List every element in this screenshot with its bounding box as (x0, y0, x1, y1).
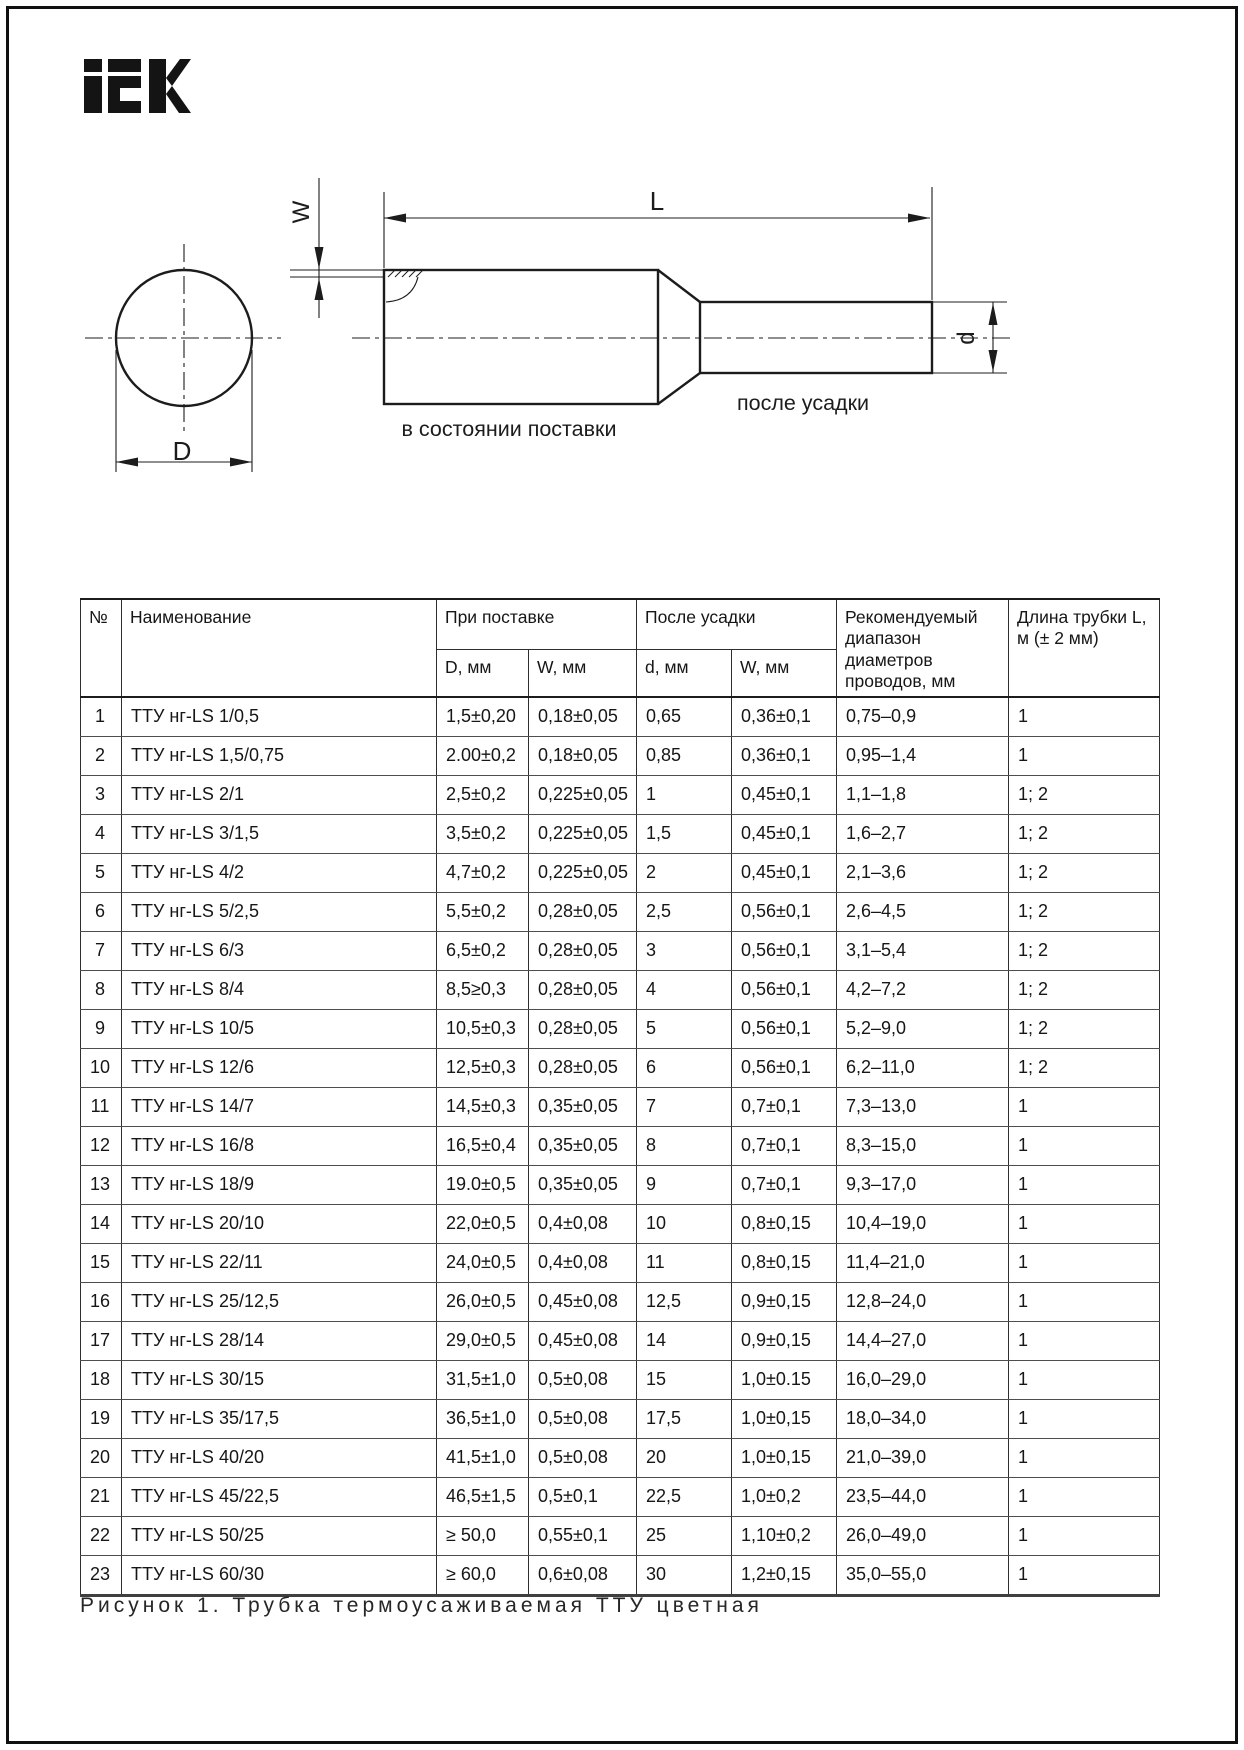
table-cell: 0,5±0,08 (529, 1439, 637, 1478)
table-cell: 1 (637, 776, 732, 815)
table-cell: 0,9±0,15 (732, 1283, 837, 1322)
table-cell: 2,6–4,5 (837, 893, 1009, 932)
table-cell: 0,5±0,08 (529, 1400, 637, 1439)
spec-table-body (81, 697, 1160, 1596)
table-cell: 0,7±0,1 (732, 1127, 837, 1166)
table-cell: ≥ 60,0 (437, 1556, 529, 1596)
label-D: D (172, 436, 192, 466)
w-arrow-up (315, 278, 324, 300)
table-cell: ТТУ нг-LS 8/4 (122, 971, 437, 1010)
table-cell: ТТУ нг-LS 60/30 (122, 1556, 437, 1596)
table-cell: 1,0±0,2 (732, 1478, 837, 1517)
table-cell: 0,28±0,05 (529, 1049, 637, 1088)
table-cell: 1; 2 (1009, 971, 1160, 1010)
table-cell: 1 (1009, 1166, 1160, 1205)
table-cell: 0,5±0,08 (529, 1361, 637, 1400)
table-cell: ТТУ нг-LS 20/10 (122, 1205, 437, 1244)
table-cell: 20 (637, 1439, 732, 1478)
table-cell: 0,225±0,05 (529, 815, 637, 854)
table-row (81, 1205, 1160, 1244)
table-cell: 22,5 (637, 1478, 732, 1517)
table-cell: 1,0±0.15 (732, 1361, 837, 1400)
table-cell: ≥ 50,0 (437, 1517, 529, 1556)
label-L: L (649, 186, 665, 216)
table-cell: 7 (637, 1088, 732, 1127)
table-cell: 3,1–5,4 (837, 932, 1009, 971)
table-cell: 2,5±0,2 (437, 776, 529, 815)
table-cell: ТТУ нг-LS 2/1 (122, 776, 437, 815)
table-cell: 9 (637, 1166, 732, 1205)
table-cell: 3,5±0,2 (437, 815, 529, 854)
table-cell: 22 (81, 1517, 122, 1556)
table-cell: 5,5±0,2 (437, 893, 529, 932)
table-cell: 12 (81, 1127, 122, 1166)
table-cell: 6,5±0,2 (437, 932, 529, 971)
table-cell: 20 (81, 1439, 122, 1478)
table-cell: 1 (1009, 1088, 1160, 1127)
table-row (81, 971, 1160, 1010)
table-cell: 9,3–17,0 (837, 1166, 1009, 1205)
table-cell: 0,4±0,08 (529, 1244, 637, 1283)
table-cell: 1; 2 (1009, 854, 1160, 893)
table-cell: 15 (637, 1361, 732, 1400)
table-cell: 1 (1009, 1478, 1160, 1517)
table-cell: ТТУ нг-LS 16/8 (122, 1127, 437, 1166)
table-cell: 3 (637, 932, 732, 971)
table-cell: 1,2±0,15 (732, 1556, 837, 1596)
table-cell: 0,225±0,05 (529, 776, 637, 815)
table-row (81, 1166, 1160, 1205)
l-arrow-left (384, 214, 406, 223)
table-cell: 1 (1009, 1556, 1160, 1596)
table-cell: 10 (81, 1049, 122, 1088)
label-after-shrink: после усадки (736, 391, 870, 415)
table-cell: 1 (1009, 1127, 1160, 1166)
table-cell: 1; 2 (1009, 815, 1160, 854)
tube-supplied-body (384, 270, 658, 404)
table-cell: 35,0–55,0 (837, 1556, 1009, 1596)
table-cell: 0,75–0,9 (837, 697, 1009, 737)
table-cell: 2,1–3,6 (837, 854, 1009, 893)
table-cell: 1; 2 (1009, 1049, 1160, 1088)
table-cell: 18,0–34,0 (837, 1400, 1009, 1439)
table-cell: 0,4±0,08 (529, 1205, 637, 1244)
d-arrow-left (116, 458, 138, 467)
table-cell: 1,5 (637, 815, 732, 854)
table-row (81, 1049, 1160, 1088)
table-cell: 23 (81, 1556, 122, 1596)
tube-taper-bottom (658, 373, 700, 404)
table-cell: 6,2–11,0 (837, 1049, 1009, 1088)
table-cell: 0,28±0,05 (529, 971, 637, 1010)
table-cell: 1 (1009, 1205, 1160, 1244)
table-cell: 19 (81, 1400, 122, 1439)
table-cell: ТТУ нг-LS 6/3 (122, 932, 437, 971)
table-cell: 4,2–7,2 (837, 971, 1009, 1010)
table-cell: 12,8–24,0 (837, 1283, 1009, 1322)
table-cell: 1; 2 (1009, 776, 1160, 815)
table-cell: 1,5±0,20 (437, 697, 529, 737)
table-cell: 0,56±0,1 (732, 971, 837, 1010)
table-cell: 0,36±0,1 (732, 737, 837, 776)
table-cell: 6 (637, 1049, 732, 1088)
table-row (81, 1010, 1160, 1049)
heat-shrink-tube-drawing (0, 0, 1244, 500)
header-d-mm: d, мм (637, 650, 732, 698)
table-row (81, 815, 1160, 854)
spec-table-container (80, 598, 1159, 1597)
wall-transition-curve (386, 277, 418, 302)
table-cell: ТТУ нг-LS 14/7 (122, 1088, 437, 1127)
table-cell: 1 (1009, 1400, 1160, 1439)
table-row (81, 1244, 1160, 1283)
header-wire-range: Рекомендуемый диапазон диаметров проводов, мм (837, 599, 1009, 697)
table-row (81, 1322, 1160, 1361)
small-d-arrow-bottom (989, 350, 998, 372)
table-cell: 19.0±0,5 (437, 1166, 529, 1205)
table-cell: 6 (81, 893, 122, 932)
table-cell: 1 (1009, 1517, 1160, 1556)
table-cell: 9 (81, 1010, 122, 1049)
table-cell: 0,35±0,05 (529, 1088, 637, 1127)
table-cell: 0,56±0,1 (732, 1010, 837, 1049)
table-row (81, 1283, 1160, 1322)
table-cell: 1; 2 (1009, 893, 1160, 932)
table-cell: 1,6–2,7 (837, 815, 1009, 854)
table-cell: 0,35±0,05 (529, 1166, 637, 1205)
table-cell: ТТУ нг-LS 18/9 (122, 1166, 437, 1205)
table-cell: 3 (81, 776, 122, 815)
table-cell: 1,1–1,8 (837, 776, 1009, 815)
table-cell: 0,8±0,15 (732, 1244, 837, 1283)
table-cell: 0,225±0,05 (529, 854, 637, 893)
table-row (81, 737, 1160, 776)
table-cell: 2 (81, 737, 122, 776)
header-after-shrink: После усадки (637, 599, 837, 650)
table-cell: 14,4–27,0 (837, 1322, 1009, 1361)
table-cell: 2,5 (637, 893, 732, 932)
table-row (81, 1556, 1160, 1596)
table-cell: 0,35±0,05 (529, 1127, 637, 1166)
table-cell: 0,56±0,1 (732, 932, 837, 971)
table-cell: 0,8±0,15 (732, 1205, 837, 1244)
table-cell: 26,0–49,0 (837, 1517, 1009, 1556)
table-cell: 0,45±0,08 (529, 1283, 637, 1322)
table-cell: 41,5±1,0 (437, 1439, 529, 1478)
table-cell: 1 (1009, 1244, 1160, 1283)
table-cell: 0,28±0,05 (529, 932, 637, 971)
table-cell: 17,5 (637, 1400, 732, 1439)
table-row (81, 932, 1160, 971)
table-cell: 0,65 (637, 697, 732, 737)
table-cell: 0,5±0,1 (529, 1478, 637, 1517)
table-row (81, 776, 1160, 815)
header-num: № (81, 599, 122, 697)
table-cell: 4,7±0,2 (437, 854, 529, 893)
figure-caption: Рисунок 1. Трубка термоусаживаемая ТТУ цветная (80, 1594, 763, 1617)
table-cell: 10,5±0,3 (437, 1010, 529, 1049)
table-cell: 2.00±0,2 (437, 737, 529, 776)
label-W: W (288, 200, 315, 224)
table-row (81, 854, 1160, 893)
table-cell: 18 (81, 1361, 122, 1400)
table-cell: 16,0–29,0 (837, 1361, 1009, 1400)
table-cell: 1,0±0,15 (732, 1439, 837, 1478)
l-arrow-right (908, 214, 930, 223)
table-row (81, 1439, 1160, 1478)
table-cell: ТТУ нг-LS 50/25 (122, 1517, 437, 1556)
table-row (81, 1400, 1160, 1439)
table-cell: ТТУ нг-LS 22/11 (122, 1244, 437, 1283)
table-cell: 15 (81, 1244, 122, 1283)
table-cell: 0,45±0,1 (732, 776, 837, 815)
table-cell: ТТУ нг-LS 12/6 (122, 1049, 437, 1088)
table-cell: 0,9±0,15 (732, 1322, 837, 1361)
table-cell: 1 (1009, 697, 1160, 737)
table-cell: ТТУ нг-LS 1,5/0,75 (122, 737, 437, 776)
table-cell: 0,28±0,05 (529, 893, 637, 932)
table-cell: 4 (81, 815, 122, 854)
table-cell: 1,10±0,2 (732, 1517, 837, 1556)
w-arrow-down (315, 247, 324, 269)
table-cell: 14 (637, 1322, 732, 1361)
table-cell: ТТУ нг-LS 5/2,5 (122, 893, 437, 932)
table-cell: ТТУ нг-LS 35/17,5 (122, 1400, 437, 1439)
table-cell: 5 (81, 854, 122, 893)
table-cell: 1 (1009, 1322, 1160, 1361)
spec-table-head (81, 599, 1160, 697)
table-row (81, 1361, 1160, 1400)
header-at-supply: При поставке (437, 599, 637, 650)
table-cell: 8 (81, 971, 122, 1010)
table-cell: 0,85 (637, 737, 732, 776)
table-row (81, 893, 1160, 932)
table-cell: 1 (1009, 1361, 1160, 1400)
table-cell: 29,0±0,5 (437, 1322, 529, 1361)
table-cell: 16,5±0,4 (437, 1127, 529, 1166)
header-D-mm: D, мм (437, 650, 529, 698)
table-cell: 0,56±0,1 (732, 893, 837, 932)
table-cell: 1 (1009, 737, 1160, 776)
table-cell: 1; 2 (1009, 1010, 1160, 1049)
table-cell: 31,5±1,0 (437, 1361, 529, 1400)
table-row (81, 1478, 1160, 1517)
table-cell: 8,5≥0,3 (437, 971, 529, 1010)
table-cell: ТТУ нг-LS 10/5 (122, 1010, 437, 1049)
table-cell: 2 (637, 854, 732, 893)
table-cell: ТТУ нг-LS 45/22,5 (122, 1478, 437, 1517)
table-row (81, 697, 1160, 737)
header-tube-length: Длина трубки L, м (± 2 мм) (1009, 599, 1160, 697)
table-cell: 0,55±0,1 (529, 1517, 637, 1556)
table-cell: ТТУ нг-LS 25/12,5 (122, 1283, 437, 1322)
table-cell: ТТУ нг-LS 30/15 (122, 1361, 437, 1400)
header-W-mm-supply: W, мм (529, 650, 637, 698)
d-arrow-right (230, 458, 252, 467)
table-cell: 8,3–15,0 (837, 1127, 1009, 1166)
table-cell: 14 (81, 1205, 122, 1244)
tube-taper-top (658, 270, 700, 302)
label-d: d (953, 331, 980, 345)
table-row (81, 1088, 1160, 1127)
table-cell: 0,28±0,05 (529, 1010, 637, 1049)
table-cell: 0,95–1,4 (837, 737, 1009, 776)
spec-table (80, 598, 1160, 1597)
table-cell: 12,5 (637, 1283, 732, 1322)
table-cell: 21,0–39,0 (837, 1439, 1009, 1478)
table-cell: 36,5±1,0 (437, 1400, 529, 1439)
table-cell: 13 (81, 1166, 122, 1205)
table-cell: 25 (637, 1517, 732, 1556)
table-cell: 0,36±0,1 (732, 697, 837, 737)
table-cell: 11 (81, 1088, 122, 1127)
table-cell: 0,56±0,1 (732, 1049, 837, 1088)
table-cell: 22,0±0,5 (437, 1205, 529, 1244)
header-name: Наименование (122, 599, 437, 697)
table-cell: 0,18±0,05 (529, 737, 637, 776)
table-cell: 16 (81, 1283, 122, 1322)
table-cell: 23,5–44,0 (837, 1478, 1009, 1517)
table-cell: 1,0±0,15 (732, 1400, 837, 1439)
table-cell: 46,5±1,5 (437, 1478, 529, 1517)
table-cell: 14,5±0,3 (437, 1088, 529, 1127)
table-cell: 0,45±0,1 (732, 815, 837, 854)
table-cell: 24,0±0,5 (437, 1244, 529, 1283)
table-cell: ТТУ нг-LS 40/20 (122, 1439, 437, 1478)
table-cell: 5,2–9,0 (837, 1010, 1009, 1049)
table-cell: ТТУ нг-LS 4/2 (122, 854, 437, 893)
small-d-arrow-top (989, 303, 998, 325)
table-cell: 0,18±0,05 (529, 697, 637, 737)
table-cell: 0,7±0,1 (732, 1088, 837, 1127)
label-supplied-state: в состоянии поставки (401, 417, 617, 441)
table-cell: ТТУ нг-LS 3/1,5 (122, 815, 437, 854)
table-cell: 0,7±0,1 (732, 1166, 837, 1205)
table-row (81, 1127, 1160, 1166)
table-cell: 11 (637, 1244, 732, 1283)
table-cell: 8 (637, 1127, 732, 1166)
table-cell: 0,6±0,08 (529, 1556, 637, 1596)
table-cell: 7,3–13,0 (837, 1088, 1009, 1127)
table-cell: 5 (637, 1010, 732, 1049)
header-W-mm-shrink: W, мм (732, 650, 837, 698)
table-cell: 11,4–21,0 (837, 1244, 1009, 1283)
table-cell: 1 (81, 697, 122, 737)
table-cell: 17 (81, 1322, 122, 1361)
table-cell: ТТУ нг-LS 28/14 (122, 1322, 437, 1361)
table-row (81, 1517, 1160, 1556)
table-cell: 1; 2 (1009, 932, 1160, 971)
table-cell: 7 (81, 932, 122, 971)
table-cell: 0,45±0,1 (732, 854, 837, 893)
table-cell: 4 (637, 971, 732, 1010)
table-cell: 12,5±0,3 (437, 1049, 529, 1088)
table-cell: 0,45±0,08 (529, 1322, 637, 1361)
table-cell: 30 (637, 1556, 732, 1596)
table-cell: ТТУ нг-LS 1/0,5 (122, 697, 437, 737)
table-cell: 21 (81, 1478, 122, 1517)
table-cell: 10 (637, 1205, 732, 1244)
table-cell: 10,4–19,0 (837, 1205, 1009, 1244)
table-cell: 1 (1009, 1439, 1160, 1478)
table-cell: 1 (1009, 1283, 1160, 1322)
table-cell: 26,0±0,5 (437, 1283, 529, 1322)
